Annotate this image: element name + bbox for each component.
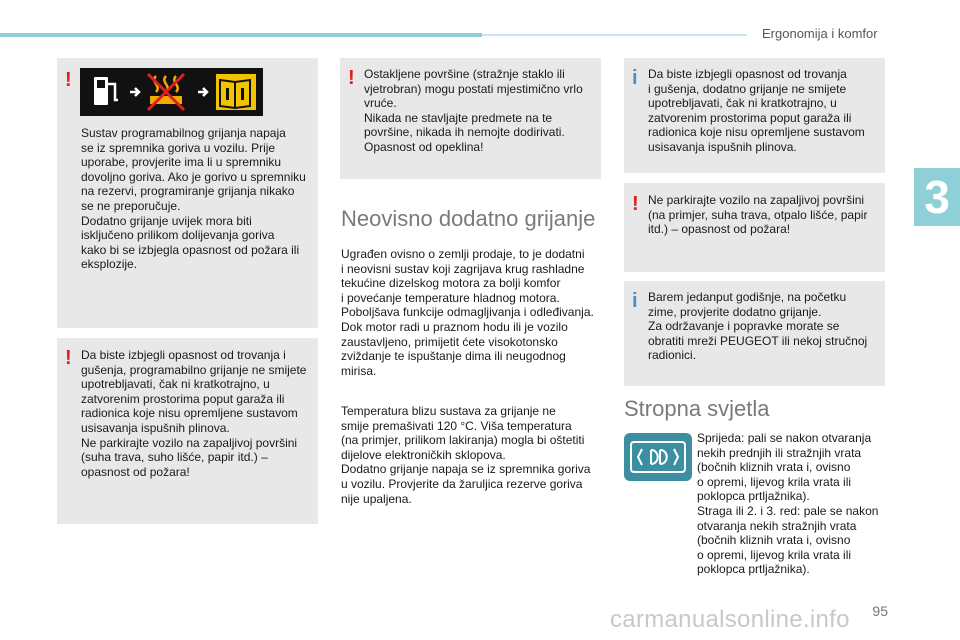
warning-icon: ! (65, 69, 72, 91)
fuel-heating-icons (80, 68, 263, 116)
warning-icon: ! (632, 193, 639, 215)
warning-icon: ! (65, 347, 72, 369)
section-heading-ceiling-lights: Stropna svjetla (624, 396, 770, 421)
watermark: carmanualsonline.info (610, 606, 850, 633)
fuel-heating-diagram (80, 68, 263, 116)
warning-text-parking: Ne parkirajte vozilo na zapaljivoj površini (na primjer, suha trava, otpalo lišće, papir itd.) – opasnost od požara! (648, 193, 868, 237)
warning-text-glass: Ostakljene površine (stražnje staklo ili vjetrobran) mogu postati mjestimično vrlo vruće. Nikada ne stavljajte predmete na te površine, nikada ih nemojte dodirivati. Opasnost od opeklina! (364, 67, 583, 154)
info-text-poisoning: Da biste izbjegli opasnost od trovanja i gušenja, dodatno grijanje ne smijete upotrebljavati, čak ni kratkotrajno, u zatvorenim prostorima poput garaža ili radionica koje nisu opremljene sustavom usisavanja ispušnih plinova. (648, 67, 865, 154)
chapter-tab: 3 (914, 168, 960, 226)
section-heading-heater: Neovisno dodatno grijanje (341, 206, 596, 231)
warning-box-poisoning (57, 338, 318, 524)
ceiling-light-icon (624, 433, 692, 481)
warning-text-poisoning: Da biste izbjegli opasnost od trovanja i gušenja, programabilno grijanje ne smijete upotrebljavati, čak ni kratkotrajno, u zatvorenim prostorima poput garaža ili radionica koje nisu opremljene sustavom usisavanja ispušnih plinova. Ne parkirajte vozilo na zapaljivoj površini (suha trava, suho lišće, papir itd.) – opasnost od požara! (81, 348, 307, 479)
page-number: 95 (872, 603, 888, 619)
info-icon: i (632, 67, 638, 89)
warning-box-parking (624, 183, 885, 272)
header-rule-thin (482, 34, 747, 36)
ceiling-light-symbol (624, 433, 692, 481)
paragraph-heater-intro: Ugrađen ovisno o zemlji prodaje, to je dodatni i neovisni sustav koji zagrijava krug rashladne tekućine dizelskog motora za bolji komfor i povećanje temperature hladnog motora. Poboljšava funkcije odmagljivanja i odleđivanja. Dok motor radi u praznom hodu ili je vozilo zaustavljeno, primijetit ćete visokotonsko zviždanje te ispuštanje dima ili neugodnog mirisa. (341, 247, 594, 378)
header-rule (0, 33, 482, 37)
section-title: Ergonomija i komfor (762, 26, 878, 41)
warning-box-fuel (57, 58, 318, 328)
warning-text-fuel: Sustav programabilnog grijanja napaja se iz spremnika goriva u vozilu. Prije uporabe, provjerite ima li u spremniku dovoljno goriva. Ako je gorivo u spremniku na rezervi, programiranje grijanja nikako se ne preporučuje. Dodatno grijanje uvijek mora biti isključeno prilikom dolijevanja goriva kako bi se izbjegla opasnost od požara ili eksplozije. (81, 126, 306, 272)
info-text-maintenance: Barem jedanput godišnje, na početku zime, provjerite dodatno grijanje. Za održavanje i popravke morate se obratiti mreži PEUGEOT ili nekoj stručnoj radionici. (648, 290, 868, 363)
info-box-maintenance (624, 281, 885, 386)
paragraph-heater-temperature: Temperatura blizu sustava za grijanje ne smije premašivati 120 °C. Viša temperatura (na primjer, prilikom lakiranja) mogla bi oštetiti dijelove elektroničkih sklopova. Dodatno grijanje napaja se iz spremnika goriva u vozilu. Provjerite da žaruljica rezerve goriva nije upaljena. (341, 404, 591, 506)
paragraph-ceiling-lights: Sprijeda: pali se nakon otvaranja nekih prednjih ili stražnjih vrata (bočnih kliznih vrata i, ovisno o opremi, lijevog krila vrata ili poklopca prtljažnika). Straga ili 2. i 3. red: pale se nakon otvaranja nekih stražnjih vrata (bočnih kliznih vrata i, ovisno o opremi, lijevog krila vrata ili poklopca prtljažnika). (697, 431, 879, 577)
info-box-poisoning (624, 58, 885, 173)
warning-icon: ! (348, 67, 355, 89)
info-icon: i (632, 290, 638, 312)
warning-box-glass (340, 58, 601, 179)
